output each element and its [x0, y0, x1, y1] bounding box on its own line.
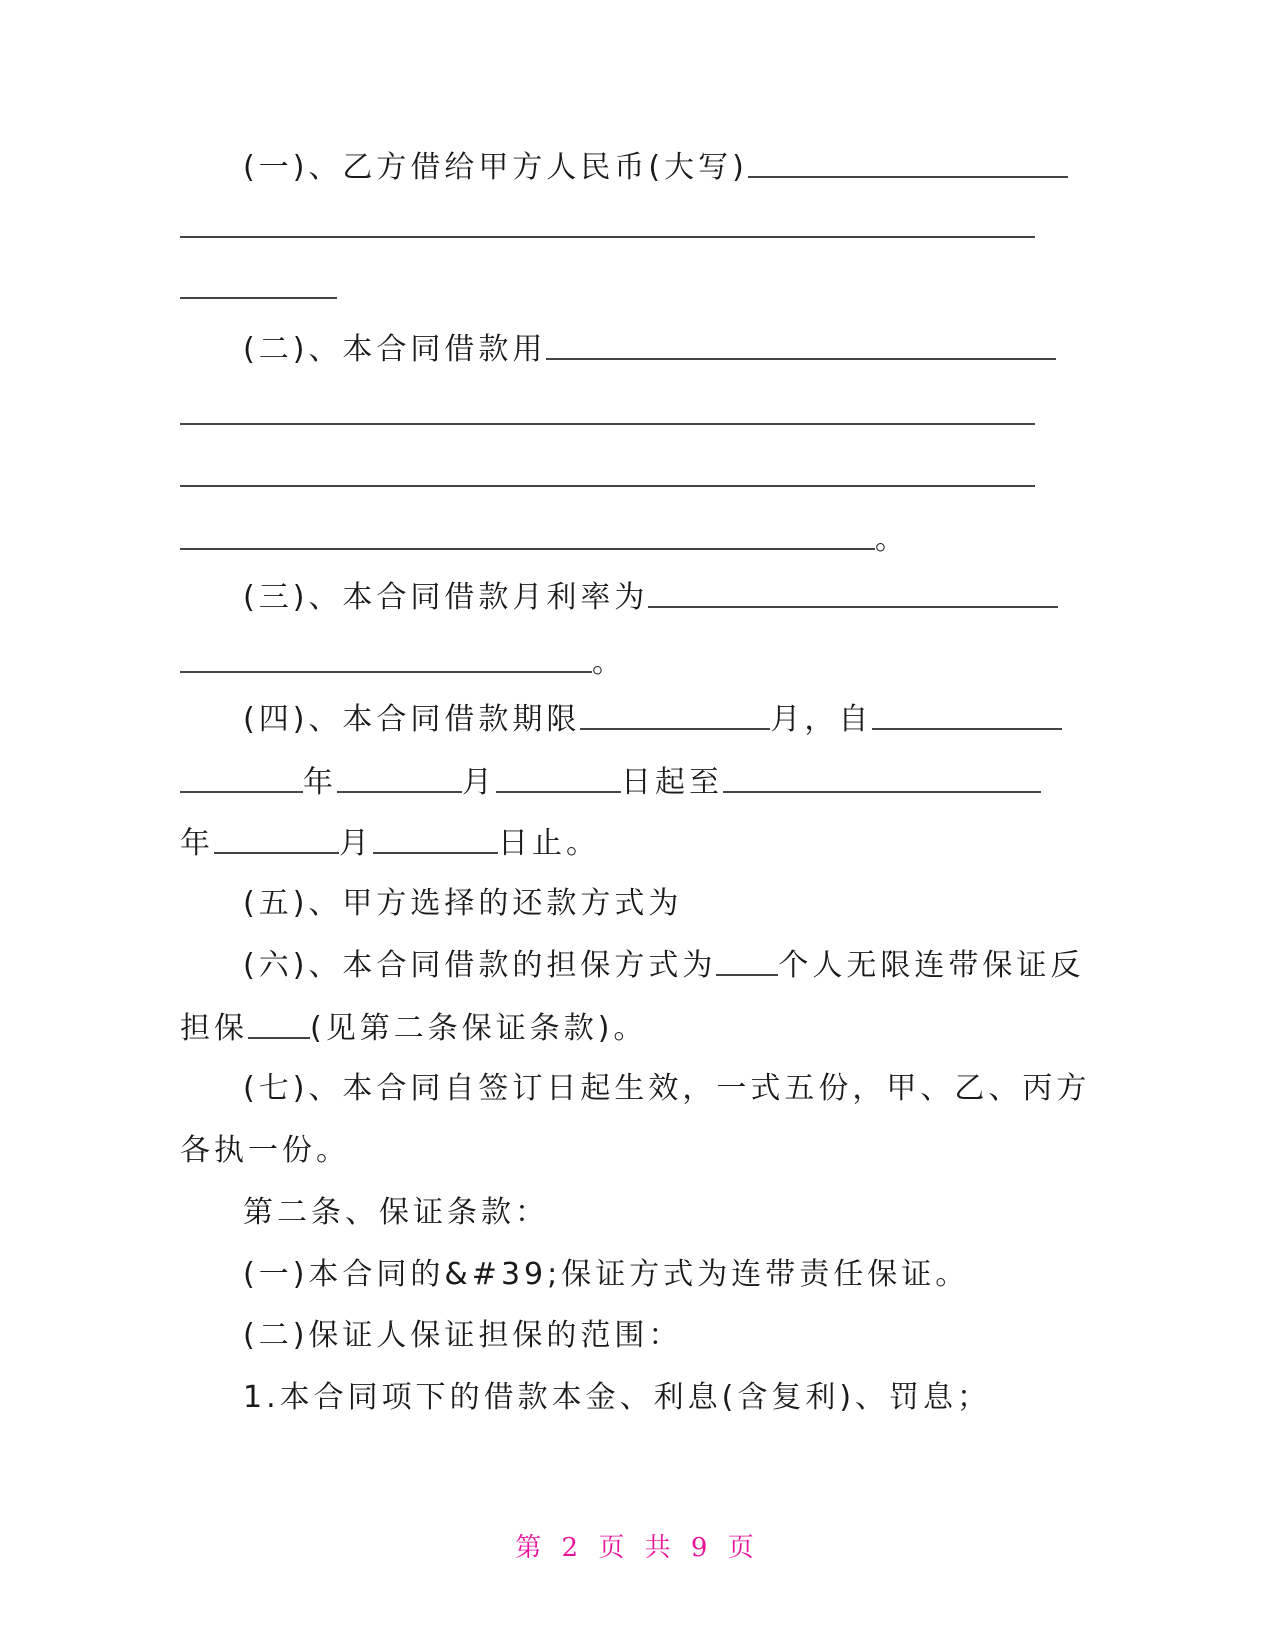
- blank-purpose-4[interactable]: [180, 540, 875, 550]
- clause-2-text: (二)、本合同借款用: [243, 332, 547, 367]
- article-2-item-2-1: 1.本合同项下的借款本金、利息(含复利)、罚息；: [243, 1380, 992, 1415]
- clause-7-line-2: [180, 1131, 350, 1171]
- clause-7-text-1: (七)、本合同自签订日起生效，一式五份，甲、乙、丙方: [243, 1071, 1091, 1106]
- blank-purpose-1[interactable]: [546, 350, 1056, 360]
- blank-interest-rate-2[interactable]: [180, 663, 592, 673]
- article-2-item-2-line: [243, 1316, 682, 1356]
- clause-4-text: (四)、本合同借款期限: [243, 702, 581, 737]
- clause-4-year: 年: [303, 765, 337, 800]
- blank-interest-rate-1[interactable]: [648, 598, 1058, 608]
- clause-4-day-from: 日起至: [621, 765, 723, 800]
- clause-1-line-1: [243, 148, 1068, 188]
- clause-5-line: [243, 884, 682, 924]
- blank-purpose-3[interactable]: [180, 485, 1035, 487]
- clause-4-month-from: 月，自: [770, 702, 873, 737]
- blank-guarantee-type[interactable]: [716, 966, 778, 976]
- clause-4-day-to: 日止。: [498, 826, 600, 861]
- article-2-item-1: (一)本合同的&#39;保证方式为连带责任保证。: [243, 1257, 970, 1292]
- article-2-heading-line: [243, 1193, 549, 1233]
- blank-amount-line-3[interactable]: [180, 297, 337, 299]
- blank-start-year-2[interactable]: [180, 783, 303, 793]
- clause-2-line-1: [243, 330, 1056, 370]
- clause-4-line-2: [180, 763, 1041, 803]
- blank-purpose-2[interactable]: [180, 423, 1035, 425]
- clause-7-line-1: [243, 1069, 1090, 1109]
- clause-4-line-3: [180, 824, 600, 864]
- blank-start-day[interactable]: [496, 783, 621, 793]
- blank-counter-guarantee[interactable]: [248, 1029, 310, 1039]
- blank-end-month[interactable]: [214, 844, 339, 854]
- blank-start-month[interactable]: [337, 783, 462, 793]
- blank-end-day[interactable]: [373, 844, 498, 854]
- clause-3-line-1: [243, 578, 1058, 618]
- clause-4-year2: 年: [180, 826, 214, 861]
- clause-6-line-2: [180, 1009, 647, 1049]
- article-2-item-2-1-line: [243, 1378, 991, 1418]
- clause-6-line2-a: 担保: [180, 1011, 248, 1046]
- clause-5-text: (五)、甲方选择的还款方式为: [243, 886, 683, 921]
- page-number-footer: 第 2 页 共 9 页: [515, 1533, 760, 1563]
- blank-term-months[interactable]: [580, 720, 770, 730]
- clause-6-text: (六)、本合同借款的担保方式为: [243, 948, 717, 983]
- clause-3-end: 。: [592, 645, 626, 680]
- clause-6-line-1: [243, 946, 1084, 986]
- blank-end-year[interactable]: [723, 783, 1041, 793]
- clause-6-text-2: 个人无限连带保证反: [778, 948, 1085, 983]
- clause-1-text: (一)、乙方借给甲方人民币(大写): [243, 150, 748, 185]
- article-2-heading: 第二条、保证条款：: [243, 1195, 549, 1230]
- clause-3-line-2: [180, 643, 626, 683]
- blank-amount-uppercase[interactable]: [748, 168, 1068, 178]
- blank-amount-line-2[interactable]: [180, 236, 1035, 238]
- clause-2-line-4: [180, 520, 909, 560]
- clause-3-text: (三)、本合同借款月利率为: [243, 580, 649, 615]
- article-2-item-2: (二)保证人保证担保的范围：: [243, 1318, 683, 1353]
- clause-4-month3: 月: [339, 826, 373, 861]
- blank-start-year-1[interactable]: [872, 720, 1062, 730]
- article-2-item-1-line: [243, 1255, 969, 1295]
- clause-6-line2-b: (见第二条保证条款)。: [310, 1011, 648, 1046]
- clause-7-text-2: 各执一份。: [180, 1133, 350, 1168]
- clause-4-month: 月: [462, 765, 496, 800]
- clause-4-line-1: [243, 700, 1062, 740]
- clause-2-end: 。: [875, 522, 909, 557]
